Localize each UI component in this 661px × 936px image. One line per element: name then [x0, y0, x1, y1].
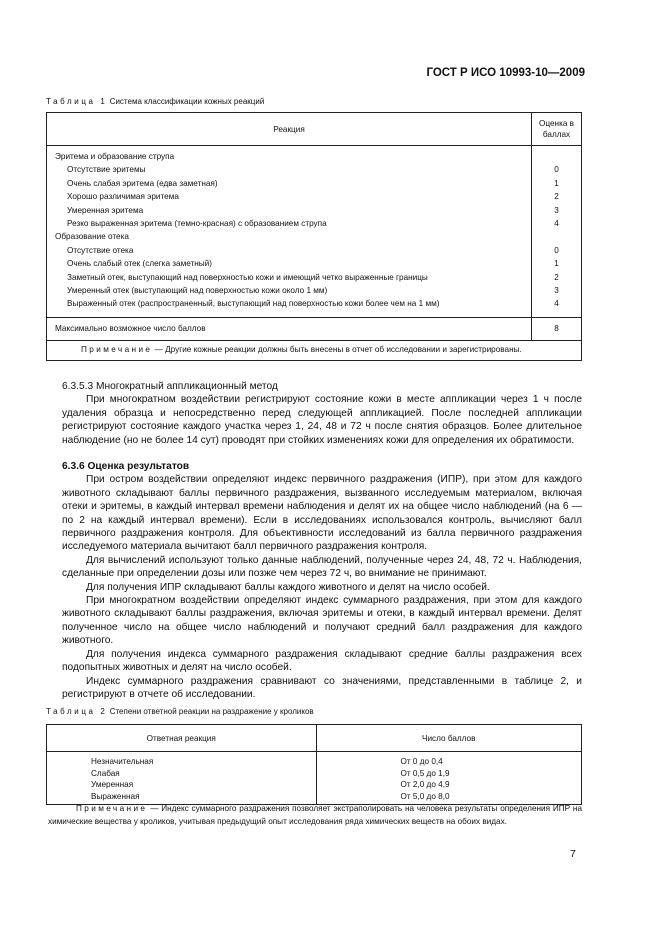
reaction-label: Выраженный отек (распространенный, выступающий над поверхностью кожи более чем на 1 мм) [47, 297, 532, 310]
score-cell: 3 [532, 204, 582, 217]
table1-header-score: Оценка в баллах [532, 113, 582, 146]
reaction-label: Заметный отек, выступающий над поверхностью кожи и имеющий четко выраженные границы [47, 271, 532, 284]
table1-caption-label: Таблица 1 [46, 97, 108, 106]
table-row [47, 271, 582, 284]
table2-header-response: Ответная реакция [47, 725, 317, 752]
table1-caption [46, 97, 264, 106]
score-cell: 2 [532, 190, 582, 203]
table-row-max [47, 317, 582, 340]
table-row [47, 779, 582, 791]
score-range-cell: От 0,5 до 1,9 [316, 768, 582, 780]
score-cell: 0 [532, 244, 582, 257]
table-row [47, 230, 582, 243]
table-row [47, 297, 582, 310]
table-row [47, 244, 582, 257]
score-cell: 0 [532, 163, 582, 176]
note-text: — Другие кожные реакции должны быть внесены в отчет об исследовании и зарегистрированы. [154, 344, 522, 354]
skin-reaction-table [46, 112, 582, 361]
score-cell: 2 [532, 271, 582, 284]
max-label: Максимально возможное число баллов [47, 317, 532, 340]
table1-note [47, 340, 582, 360]
table-row [47, 190, 582, 203]
table-row [47, 177, 582, 190]
group-title: Образование отека [47, 230, 532, 243]
paragraph: При многократном воздействии определяют индекс суммарного раздражения, при этом для каждого животного складывают баллы раздражения, включая эритемы и отеки, в каждый интервал времени. Делят полученное число на общее число наблюдений и получают средний балл раздражения для каждого животного. [62, 595, 582, 647]
score-cell [532, 230, 582, 243]
reaction-label: Отсутствие эритемы [47, 163, 532, 176]
table2-header-score: Число баллов [316, 725, 582, 752]
score-cell: 1 [532, 177, 582, 190]
note-label: Примечание [81, 344, 153, 354]
page-number: 7 [570, 848, 576, 860]
table-row [47, 768, 582, 780]
reaction-label: Умеренная эритема [47, 204, 532, 217]
table2-caption-title: Степени ответной реакции на раздражение у кроликов [109, 707, 314, 716]
table1-header-reaction: Реакция [47, 113, 532, 146]
section-heading: 6.3.5.3 Многократный аппликационный метод [62, 381, 278, 392]
max-score: 8 [532, 317, 582, 340]
reaction-label: Отсутствие отека [47, 244, 532, 257]
group-title: Эритема и образование струпа [47, 146, 532, 164]
section-6-3-5-3 [62, 380, 582, 447]
note-paragraph [48, 802, 582, 829]
score-range-cell: От 0 до 0,4 [316, 752, 582, 768]
score-cell: 3 [532, 284, 582, 297]
reaction-label: Резко выраженная эритема (темно-красная) с образованием струпа [47, 217, 532, 230]
table-row [47, 146, 582, 164]
paragraph: Для получения индекса суммарного раздражения складывают средние баллы раздражения всех подопытных животных и делят на число особей. [62, 648, 582, 674]
response-cell: Слабая [47, 768, 317, 780]
paragraph: При остром воздействии определяют индекс первичного раздражения (ИПР), при этом для каждого животного складывают баллы первичного раздражения, вызванного исследуемым материалом, включая отеки и эритемы, в каждый интервал времени наблюдения и делят их на общее число наблюдений (на 6 — по 2 на каждый интервал времени). Если в исследованиях использовался контроль, вычисляют балл первичного раздражения контроля. Для объективности исследований из балла первичного раздражения исследуемого материала вычитают балл первичного раздражения контроля. [62, 474, 582, 553]
table2-note [48, 802, 582, 829]
response-cell: Незначительная [47, 752, 317, 768]
score-range-cell: От 2,0 до 4,9 [316, 779, 582, 791]
response-degree-table [46, 724, 582, 805]
paragraph: Индекс суммарного раздражения сравнивают со значениями, представленными в таблице 2, и регистрируют в отчете об исследовании. [62, 675, 582, 700]
section-heading: 6.3.6 Оценка результатов [62, 461, 190, 472]
table1-note-cell [47, 340, 582, 360]
score-cell: 1 [532, 257, 582, 270]
reaction-label: Умеренный отек (выступающий над поверхностью кожи около 1 мм) [47, 284, 532, 297]
paragraph: Для получения ИПР складывают баллы каждого животного и делят на число особей. [86, 581, 490, 593]
table-row [47, 204, 582, 217]
table-row [47, 217, 582, 230]
response-cell: Умеренная [47, 779, 317, 791]
reaction-label: Очень слабый отек (слегка заметный) [47, 257, 532, 270]
score-cell [532, 146, 582, 164]
paragraph: При многократном воздействии регистрируют состояние кожи в месте аппликации через 1 ч после удаления образца и непосредственно перед следующей аппликацией. После последней аппликации регистрируют состояние каждого участка через 1, 24, 48 и 72 ч после снятия образцов. Более длительное наблюдение (но не более 14 сут) проводят при стойких изменениях кожи для определения их обратимости. [62, 394, 582, 446]
paragraph: Для вычислений используют только данные наблюдений, полученные через 24, 48, 72 ч. Наблюдения, сделанные при определении дозы или позже чем через 72 ч, во внимание не принимают. [62, 554, 582, 580]
table-row [47, 284, 582, 297]
score-range-cell: От 5,0 до 8,0 [316, 791, 582, 805]
table-row [47, 257, 582, 270]
note-label: Примечание [76, 804, 148, 813]
section-6-3-6 [62, 460, 582, 701]
table2-caption-label: Таблица 2 [46, 707, 108, 716]
table1-caption-title: Система классификации кожных реакций [109, 97, 265, 106]
table2-caption [46, 707, 314, 716]
reaction-label: Хорошо различимая эритема [47, 190, 532, 203]
table-row [47, 752, 582, 768]
table-row [47, 163, 582, 176]
document-id: ГОСТ Р ИСО 10993-10—2009 [426, 67, 585, 79]
response-cell: Выраженная [47, 791, 317, 805]
reaction-label: Очень слабая эритема (едва заметная) [47, 177, 532, 190]
score-cell: 4 [532, 297, 582, 310]
score-cell: 4 [532, 217, 582, 230]
note-text: — Индекс суммарного раздражения позволяет экстраполировать на человека результаты определения ИПР на химические вещества у кроликов, учитывая предыдущий опыт исследования ряда химических веществ на обоих видах. [48, 804, 582, 827]
